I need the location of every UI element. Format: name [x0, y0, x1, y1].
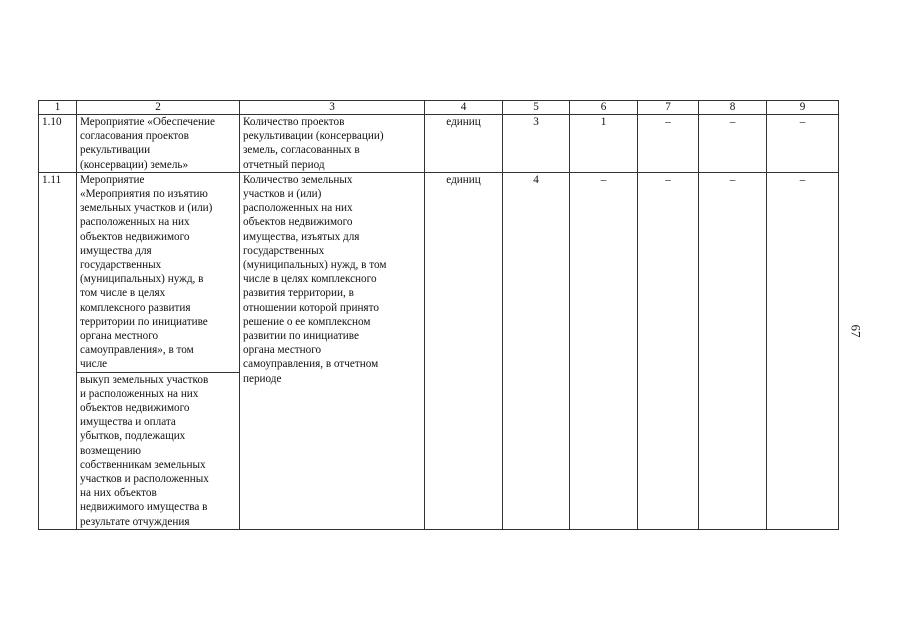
- value-col-9: –: [767, 172, 839, 529]
- header-col-6: 6: [570, 101, 638, 115]
- value-col-6: –: [570, 172, 638, 529]
- header-col-3: 3: [240, 101, 425, 115]
- value-col-7: –: [638, 172, 699, 529]
- header-col-5: 5: [503, 101, 570, 115]
- value-col-6: 1: [570, 115, 638, 173]
- indicators-table: [38, 100, 839, 530]
- header-col-4: 4: [425, 101, 503, 115]
- indicator-cell: Количество земельных участков и (или) расположенных на них объектов недвижимого имущества, изъятых для государственных (муниципальных) нужд, в том числе в целях комплексного развития территории, в отношении которой принято решение о ее комплексном развитии по инициативе органа местного самоуправления, в отчетном периоде: [240, 172, 425, 529]
- indicator-cell: Количество проектов рекультивации (консервации) земель, согласованных в отчетный период: [240, 115, 425, 173]
- value-col-5: 4: [503, 172, 570, 529]
- header-col-2: 2: [77, 101, 240, 115]
- table-row: [39, 115, 839, 173]
- sub-event-cell: выкуп земельных участков и расположенных на них объектов недвижимого имущества и оплата убытков, подлежащих возмещению собственникам земельных участков и расположенных на них объектов недвижимого имущества в результате отчуждения: [77, 372, 240, 529]
- header-col-9: 9: [767, 101, 839, 115]
- event-cell: Мероприятие «Обеспечение согласования проектов рекультивации (консервации) земель»: [77, 115, 240, 173]
- unit-cell: единиц: [425, 115, 503, 173]
- value-col-9: –: [767, 115, 839, 173]
- event-cell: Мероприятие «Мероприятия по изъятию земельных участков и (или) расположенных на них объектов недвижимого имущества для государственных (муниципальных) нужд, в том числе в целях комплексного развития территории по инициативе органа местного самоуправления», в том числе: [77, 172, 240, 372]
- header-col-7: 7: [638, 101, 699, 115]
- unit-cell: единиц: [425, 172, 503, 529]
- header-row: [39, 101, 839, 115]
- page-number: 67: [848, 324, 864, 338]
- table-row: [39, 172, 839, 372]
- row-number: 1.11: [39, 172, 77, 529]
- value-col-7: –: [638, 115, 699, 173]
- value-col-8: –: [699, 172, 767, 529]
- value-col-8: –: [699, 115, 767, 173]
- value-col-5: 3: [503, 115, 570, 173]
- header-col-1: 1: [39, 101, 77, 115]
- header-col-8: 8: [699, 101, 767, 115]
- row-number: 1.10: [39, 115, 77, 173]
